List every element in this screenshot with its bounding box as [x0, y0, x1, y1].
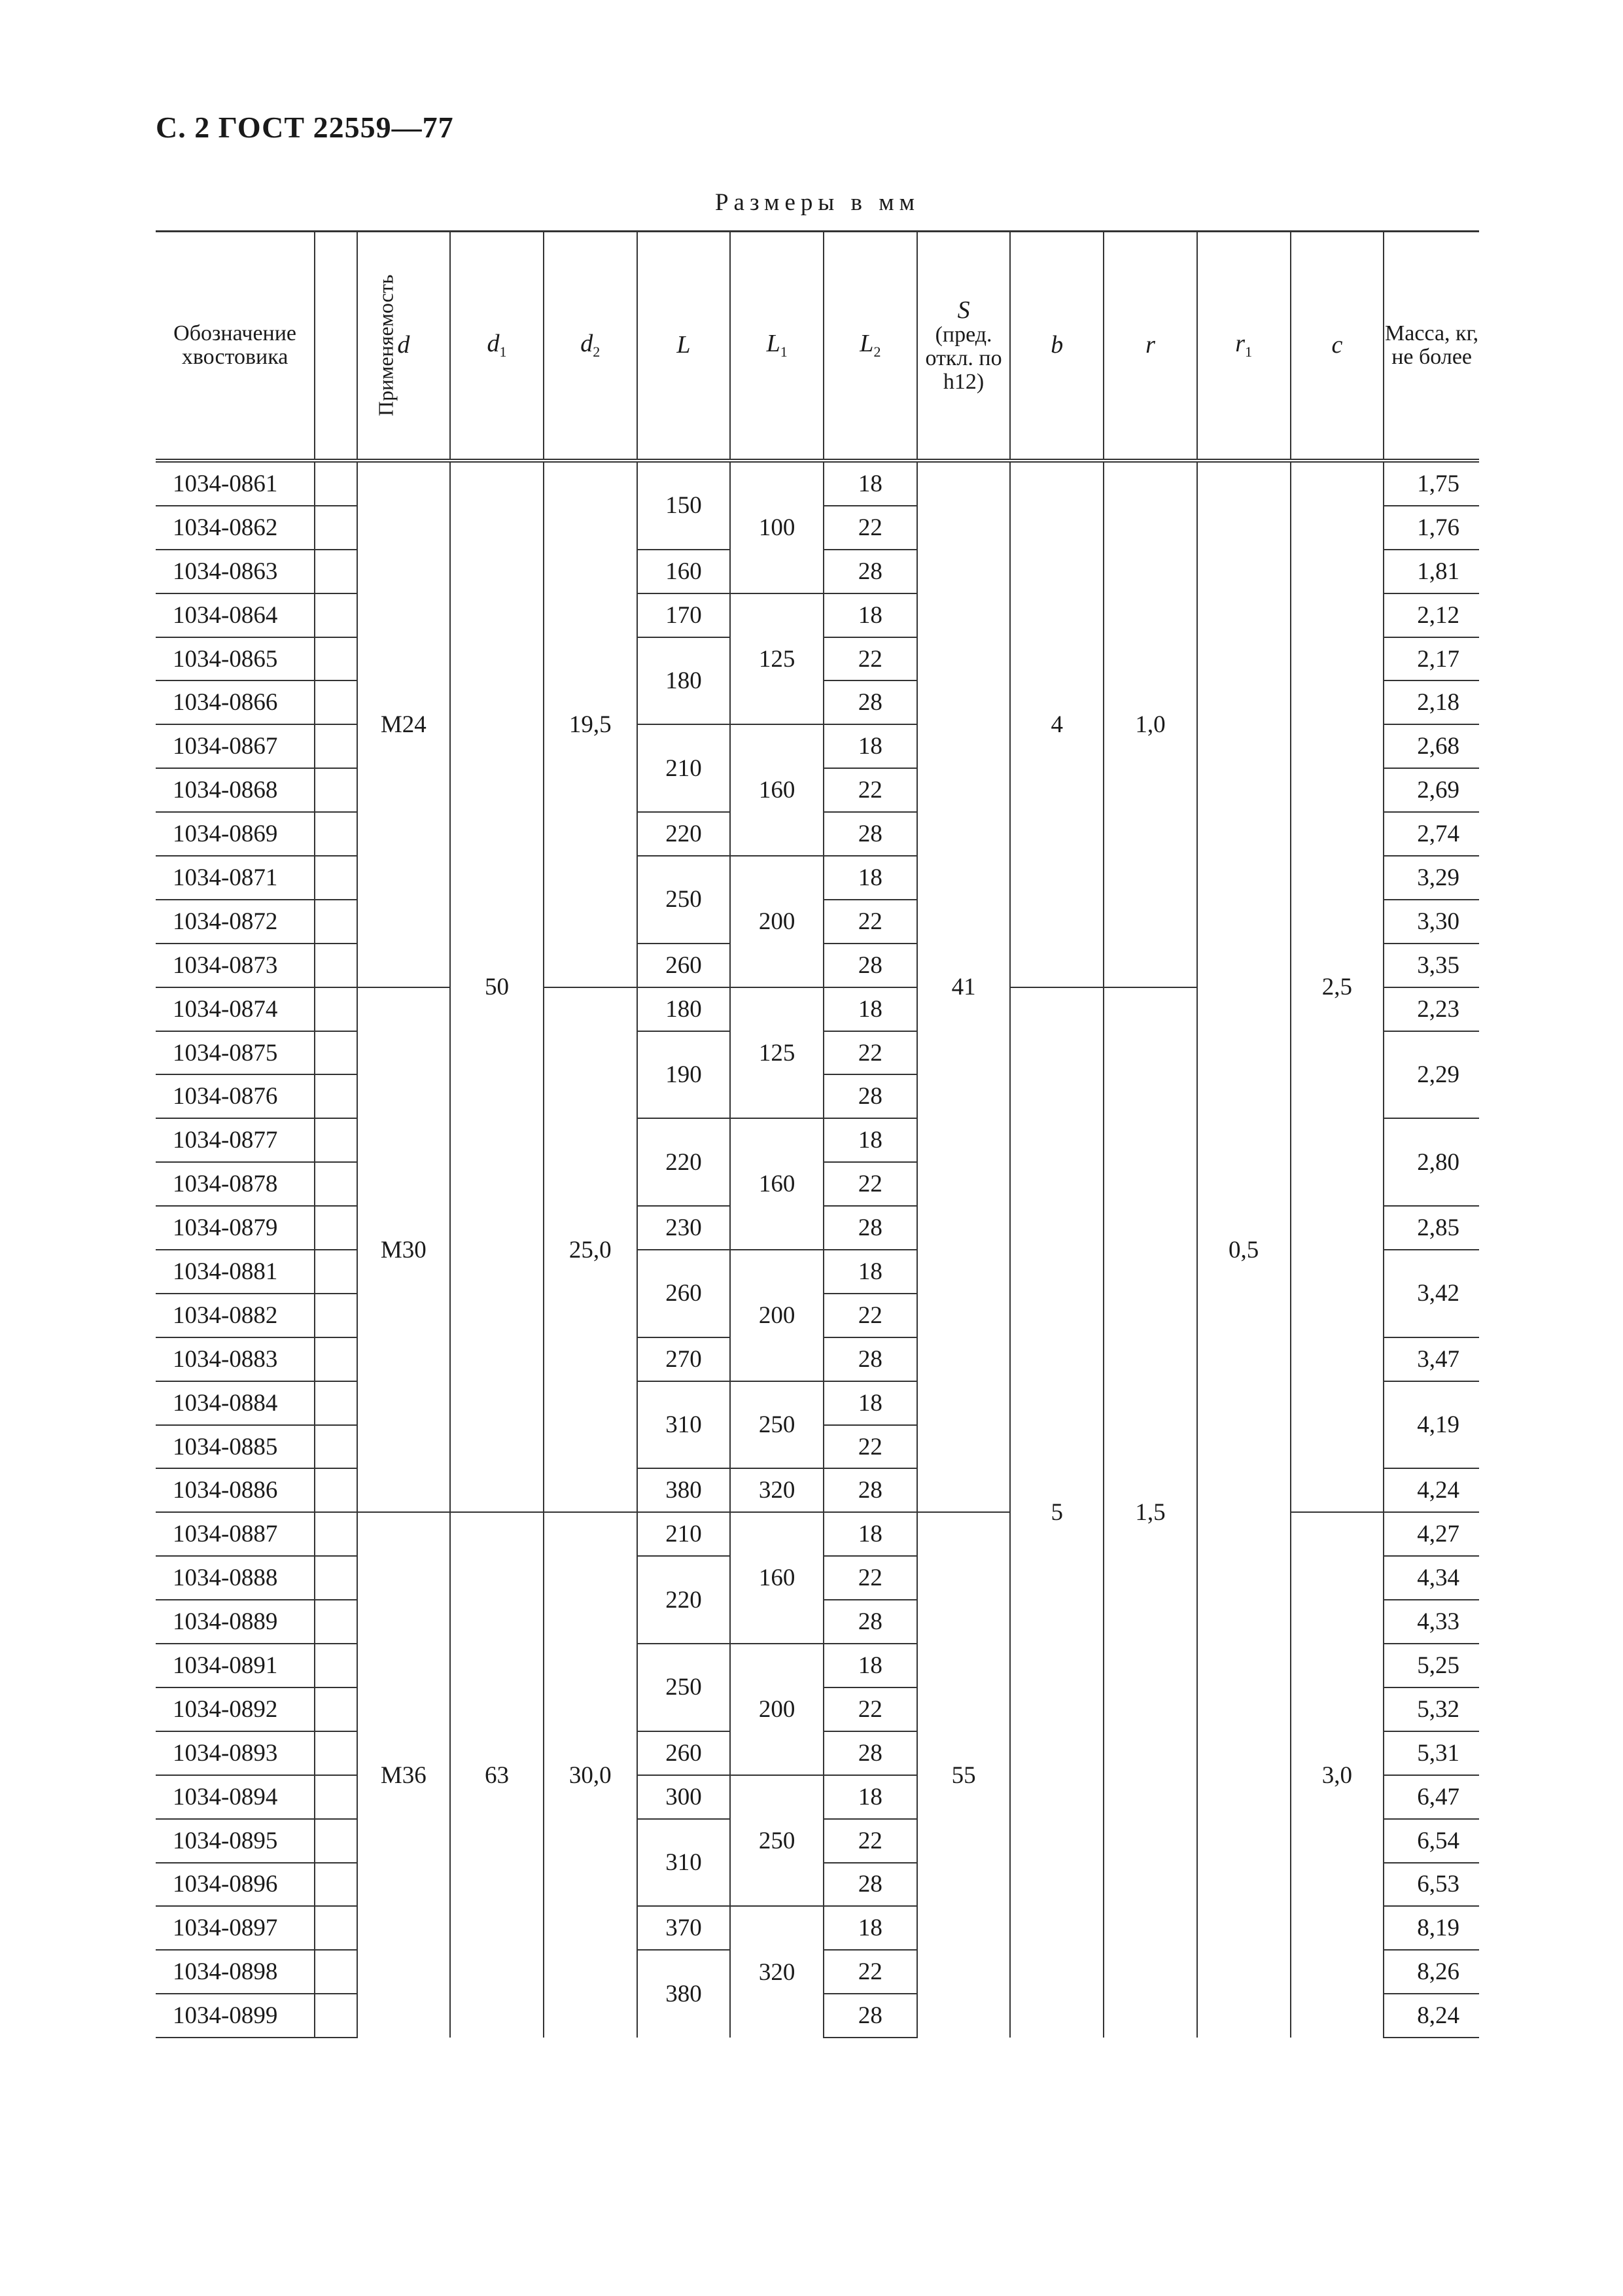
r1-cell: 0,5 — [1197, 461, 1291, 2038]
L2-cell: 18 — [824, 724, 917, 768]
mass-cell: 4,27 — [1384, 1512, 1479, 1556]
mass-cell: 1,81 — [1384, 550, 1479, 593]
L2-cell: 18 — [824, 1118, 917, 1162]
applicability-cell — [315, 1425, 357, 1469]
designation-cell: 1034-0875 — [156, 1031, 315, 1075]
L2-cell: 18 — [824, 1644, 917, 1687]
L-cell: 260 — [637, 1250, 731, 1337]
header-r: r — [1104, 232, 1197, 461]
header-r1: $r_1$ — [1197, 232, 1291, 461]
mass-cell: 5,32 — [1384, 1687, 1479, 1731]
applicability-cell — [315, 1337, 357, 1381]
mass-cell: 4,34 — [1384, 1556, 1479, 1600]
L-cell: 190 — [637, 1031, 731, 1119]
L2-cell: 28 — [824, 1600, 917, 1644]
L-cell: 210 — [637, 1512, 731, 1556]
header-L2: $L_2$ — [824, 232, 917, 461]
L1-cell: 250 — [730, 1775, 824, 1907]
designation-cell: 1034-0873 — [156, 944, 315, 987]
applicability-cell — [315, 987, 357, 1031]
L1-cell: 200 — [730, 1644, 824, 1775]
table-row — [156, 461, 1479, 506]
L1-cell: 160 — [730, 1512, 824, 1644]
L2-cell: 28 — [824, 1863, 917, 1907]
applicability-cell — [315, 856, 357, 900]
mass-cell: 6,54 — [1384, 1819, 1479, 1863]
d2-cell: 25,0 — [544, 987, 637, 1513]
L-cell: 310 — [637, 1381, 731, 1469]
designation-cell: 1034-0866 — [156, 680, 315, 724]
L-cell: 180 — [637, 637, 731, 725]
applicability-cell — [315, 1775, 357, 1819]
L-cell: 220 — [637, 1118, 731, 1206]
L2-cell: 22 — [824, 1687, 917, 1731]
L-cell: 170 — [637, 593, 731, 637]
L2-cell: 18 — [824, 1906, 917, 1950]
mass-cell: 3,30 — [1384, 900, 1479, 944]
applicability-cell — [315, 1906, 357, 1950]
S-cell: 55 — [917, 1512, 1011, 2038]
designation-cell: 1034-0867 — [156, 724, 315, 768]
L2-cell: 18 — [824, 1512, 917, 1556]
mass-cell: 5,31 — [1384, 1731, 1479, 1775]
c-cell: 2,5 — [1291, 461, 1384, 1512]
r-cell: 1,5 — [1104, 987, 1197, 2038]
S-cell: 41 — [917, 461, 1011, 1512]
mass-cell: 6,53 — [1384, 1863, 1479, 1907]
L1-cell: 320 — [730, 1906, 824, 2038]
designation-cell: 1034-0883 — [156, 1337, 315, 1381]
designation-cell: 1034-0898 — [156, 1950, 315, 1994]
designation-cell: 1034-0895 — [156, 1819, 315, 1863]
designation-cell: 1034-0868 — [156, 768, 315, 812]
L-cell: 270 — [637, 1337, 731, 1381]
mass-cell: 2,80 — [1384, 1118, 1479, 1206]
applicability-cell — [315, 944, 357, 987]
designation-cell: 1034-0889 — [156, 1600, 315, 1644]
L2-cell: 28 — [824, 1468, 917, 1512]
table-header-row — [156, 232, 1479, 461]
page-header: С. 2 ГОСТ 22559—77 — [156, 111, 454, 144]
d1-cell: 63 — [450, 1512, 544, 2038]
mass-cell: 2,23 — [1384, 987, 1479, 1031]
L2-cell: 18 — [824, 1250, 917, 1294]
mass-cell: 2,17 — [1384, 637, 1479, 681]
L2-cell: 22 — [824, 1556, 917, 1600]
applicability-cell — [315, 1556, 357, 1600]
applicability-cell — [315, 1118, 357, 1162]
L-cell: 300 — [637, 1775, 731, 1819]
L2-cell: 28 — [824, 1731, 917, 1775]
designation-cell: 1034-0864 — [156, 593, 315, 637]
mass-cell: 8,19 — [1384, 1906, 1479, 1950]
L-cell: 250 — [637, 1644, 731, 1731]
b-cell: 5 — [1010, 987, 1104, 2038]
mass-cell: 2,74 — [1384, 812, 1479, 856]
L-cell: 250 — [637, 856, 731, 944]
designation-cell: 1034-0888 — [156, 1556, 315, 1600]
mass-cell: 8,26 — [1384, 1950, 1479, 1994]
L1-cell: 250 — [730, 1381, 824, 1469]
header-d1: $d_1$ — [450, 232, 544, 461]
designation-cell: 1034-0876 — [156, 1074, 315, 1118]
L2-cell: 28 — [824, 680, 917, 724]
d-cell: M36 — [357, 1512, 451, 2038]
mass-cell: 2,69 — [1384, 768, 1479, 812]
applicability-cell — [315, 1687, 357, 1731]
L-cell: 160 — [637, 550, 731, 593]
header-L1: $L_1$ — [730, 232, 824, 461]
header-b: b — [1010, 232, 1104, 461]
header-S: S (пред. откл. по h12) — [917, 232, 1011, 461]
header-d: d — [357, 232, 451, 461]
designation-cell: 1034-0862 — [156, 506, 315, 550]
L2-cell: 22 — [824, 900, 917, 944]
L2-cell: 18 — [824, 987, 917, 1031]
mass-cell: 1,76 — [1384, 506, 1479, 550]
L2-cell: 22 — [824, 1425, 917, 1469]
d2-cell: 19,5 — [544, 461, 637, 987]
L1-cell: 160 — [730, 724, 824, 856]
mass-cell: 2,18 — [1384, 680, 1479, 724]
header-d2: $d_2$ — [544, 232, 637, 461]
L-cell: 370 — [637, 1906, 731, 1950]
mass-cell: 2,12 — [1384, 593, 1479, 637]
L2-cell: 28 — [824, 944, 917, 987]
L2-cell: 22 — [824, 1294, 917, 1337]
designation-cell: 1034-0884 — [156, 1381, 315, 1425]
applicability-cell — [315, 1074, 357, 1118]
L1-cell: 125 — [730, 593, 824, 725]
L2-cell: 28 — [824, 812, 917, 856]
L2-cell: 22 — [824, 1950, 917, 1994]
designation-cell: 1034-0891 — [156, 1644, 315, 1687]
mass-cell: 2,85 — [1384, 1206, 1479, 1250]
designation-cell: 1034-0885 — [156, 1425, 315, 1469]
L2-cell: 22 — [824, 1031, 917, 1075]
L1-cell: 100 — [730, 461, 824, 593]
applicability-cell — [315, 1381, 357, 1425]
header-L: L — [637, 232, 731, 461]
applicability-cell — [315, 1468, 357, 1512]
applicability-cell — [315, 1031, 357, 1075]
mass-cell: 4,33 — [1384, 1600, 1479, 1644]
designation-cell: 1034-0894 — [156, 1775, 315, 1819]
header-designation: Обозначение хвостовика — [156, 232, 315, 461]
mass-cell: 3,47 — [1384, 1337, 1479, 1381]
L-cell: 260 — [637, 1731, 731, 1775]
L1-cell: 200 — [730, 1250, 824, 1381]
d-cell: M30 — [357, 987, 451, 1513]
L-cell: 380 — [637, 1950, 731, 2038]
designation-cell: 1034-0879 — [156, 1206, 315, 1250]
applicability-cell — [315, 506, 357, 550]
designation-cell: 1034-0886 — [156, 1468, 315, 1512]
mass-cell: 6,47 — [1384, 1775, 1479, 1819]
dimensions-table — [156, 230, 1479, 2038]
designation-cell: 1034-0872 — [156, 900, 315, 944]
mass-cell: 2,29 — [1384, 1031, 1479, 1119]
applicability-cell — [315, 900, 357, 944]
L2-cell: 18 — [824, 856, 917, 900]
applicability-cell — [315, 637, 357, 681]
applicability-cell — [315, 1600, 357, 1644]
applicability-cell — [315, 1162, 357, 1206]
L2-cell: 22 — [824, 506, 917, 550]
applicability-cell — [315, 724, 357, 768]
L2-cell: 28 — [824, 1337, 917, 1381]
header-applicability — [315, 232, 398, 461]
mass-cell: 3,42 — [1384, 1250, 1479, 1337]
L2-cell: 22 — [824, 1819, 917, 1863]
d-cell: M24 — [357, 461, 451, 987]
applicability-cell — [315, 1512, 357, 1556]
designation-cell: 1034-0892 — [156, 1687, 315, 1731]
L1-cell: 320 — [730, 1468, 824, 1512]
applicability-cell — [315, 1731, 357, 1775]
designation-cell: 1034-0863 — [156, 550, 315, 593]
mass-cell: 1,75 — [1384, 461, 1479, 506]
designation-cell: 1034-0869 — [156, 812, 315, 856]
units-caption: Размеры в мм — [714, 189, 920, 216]
applicability-cell — [315, 550, 357, 593]
designation-cell: 1034-0877 — [156, 1118, 315, 1162]
applicability-cell — [315, 1250, 357, 1294]
c-cell: 3,0 — [1291, 1512, 1384, 2038]
designation-cell: 1034-0882 — [156, 1294, 315, 1337]
designation-cell: 1034-0871 — [156, 856, 315, 900]
designation-cell: 1034-0899 — [156, 1994, 315, 2038]
header-c: c — [1291, 232, 1384, 461]
table-body — [156, 461, 1479, 2038]
applicability-cell — [315, 1644, 357, 1687]
applicability-cell — [315, 1206, 357, 1250]
designation-cell: 1034-0896 — [156, 1863, 315, 1907]
L2-cell: 18 — [824, 1775, 917, 1819]
applicability-cell — [315, 812, 357, 856]
applicability-cell — [315, 1863, 357, 1907]
L-cell: 230 — [637, 1206, 731, 1250]
designation-cell: 1034-0881 — [156, 1250, 315, 1294]
designation-cell: 1034-0874 — [156, 987, 315, 1031]
d2-cell: 30,0 — [544, 1512, 637, 2038]
designation-cell: 1034-0893 — [156, 1731, 315, 1775]
applicability-cell — [315, 1994, 357, 2038]
L2-cell: 28 — [824, 1206, 917, 1250]
mass-cell: 4,24 — [1384, 1468, 1479, 1512]
L1-cell: 160 — [730, 1118, 824, 1250]
L-cell: 150 — [637, 461, 731, 550]
L2-cell: 18 — [824, 461, 917, 506]
mass-cell: 5,25 — [1384, 1644, 1479, 1687]
header-mass: Масса, кг, не более — [1384, 232, 1479, 461]
header-applicability-label: Применяемость — [374, 274, 398, 417]
applicability-cell — [315, 1294, 357, 1337]
mass-cell: 3,35 — [1384, 944, 1479, 987]
L2-cell: 28 — [824, 1074, 917, 1118]
L2-cell: 18 — [824, 593, 917, 637]
mass-cell: 2,68 — [1384, 724, 1479, 768]
applicability-cell — [315, 768, 357, 812]
applicability-cell — [315, 593, 357, 637]
designation-cell: 1034-0887 — [156, 1512, 315, 1556]
L-cell: 180 — [637, 987, 731, 1031]
mass-cell: 8,24 — [1384, 1994, 1479, 2038]
L-cell: 310 — [637, 1819, 731, 1907]
L2-cell: 22 — [824, 1162, 917, 1206]
L2-cell: 22 — [824, 768, 917, 812]
r-cell: 1,0 — [1104, 461, 1197, 987]
L1-cell: 125 — [730, 987, 824, 1119]
mass-cell: 4,19 — [1384, 1381, 1479, 1469]
L2-cell: 18 — [824, 1381, 917, 1425]
applicability-cell — [315, 1819, 357, 1863]
designation-cell: 1034-0878 — [156, 1162, 315, 1206]
L-cell: 380 — [637, 1468, 731, 1512]
designation-cell: 1034-0865 — [156, 637, 315, 681]
applicability-cell — [315, 1950, 357, 1994]
L1-cell: 200 — [730, 856, 824, 987]
designation-cell: 1034-0897 — [156, 1906, 315, 1950]
L-cell: 210 — [637, 724, 731, 812]
L-cell: 220 — [637, 1556, 731, 1644]
L-cell: 220 — [637, 812, 731, 856]
designation-cell: 1034-0861 — [156, 461, 315, 506]
applicability-cell — [315, 680, 357, 724]
L2-cell: 22 — [824, 637, 917, 681]
b-cell: 4 — [1010, 461, 1104, 987]
header-S-note: (пред. откл. по h12) — [925, 323, 1002, 394]
applicability-cell — [315, 461, 357, 506]
d1-cell: 50 — [450, 461, 544, 1512]
L-cell: 260 — [637, 944, 731, 987]
mass-cell: 3,29 — [1384, 856, 1479, 900]
L2-cell: 28 — [824, 1994, 917, 2038]
L2-cell: 28 — [824, 550, 917, 593]
